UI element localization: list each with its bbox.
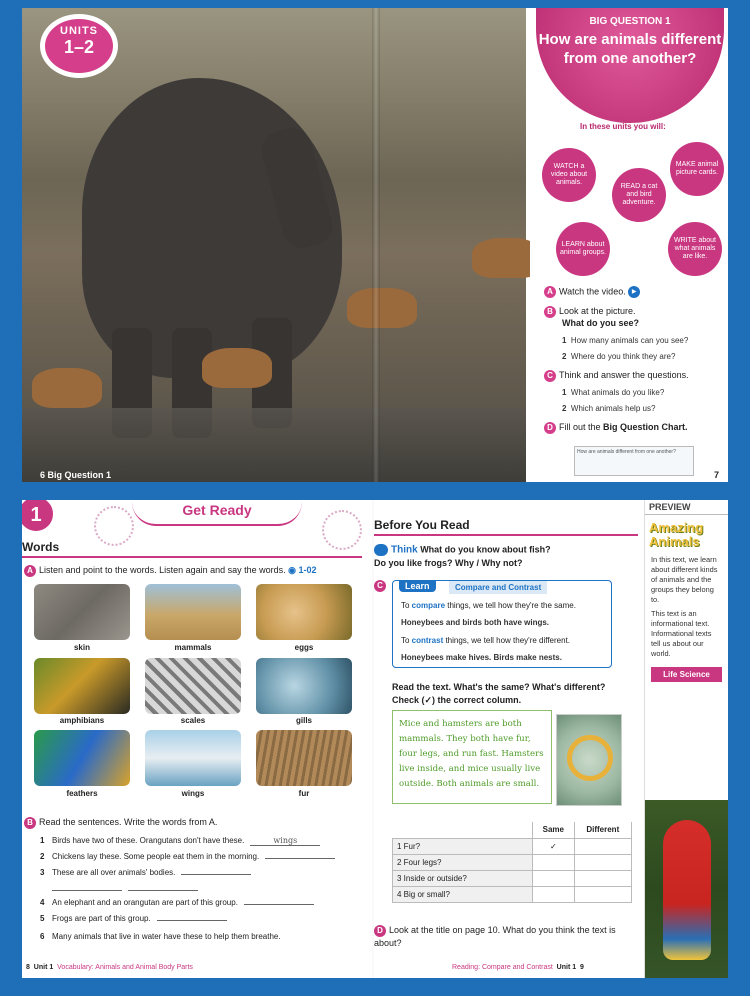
hamster-photo [556,714,622,806]
unit-number-circle: 1 [22,500,56,534]
sentence-text: An elephant and an orangutan are part of this group. [52,898,238,907]
audio-track[interactable]: ◉ 1-02 [288,565,317,575]
b-item-2: 2 Where do you think they are? [562,352,676,361]
b-item-1: 1 How many animals can you see? [562,336,689,345]
sentence-text: Many animals that live in water have these to help them breathe. [52,932,281,941]
page-number: 8 [26,964,30,971]
preview-title: Amazing Animals [649,520,704,549]
sentence-5 [40,914,227,923]
play-icon[interactable]: ▶ [628,286,640,298]
preview-label: PREVIEW [645,500,728,515]
read-instruction: Read the text. What's the same? What's different? [392,682,606,692]
task-letter: A [544,286,556,298]
different-cell[interactable] [574,838,631,854]
folio-unit: Unit 1 [556,964,577,971]
answer-blank[interactable] [181,874,251,875]
word-label: wings [181,789,205,798]
task-text: Fill out the [559,422,604,432]
task-b [544,306,639,328]
different-cell[interactable] [574,886,631,902]
compare-table [392,822,632,903]
word-image-amphibians [34,658,130,714]
units-badge [40,14,118,78]
big-question-chart-thumbnail: How are animals different from one another? [574,446,694,476]
think-word: Think [391,544,418,556]
word-image-fur [256,730,352,786]
task-a [544,286,640,298]
table-question: 2 Four legs? [393,854,533,870]
get-ready-title: Get Ready [132,502,302,526]
c-item-1: 1 What animals do you like? [562,388,665,397]
read-instruction-2: Check (✓) the correct column. [392,695,522,705]
table-corner [393,822,533,838]
bubble-make: MAKE animal picture cards. [670,142,724,196]
reading-passage: Mice and hamsters are both mammals. They both have fur, four legs, and run fast. Hamsters live inside, and mice usually live outside. Both animals are small. [392,710,552,804]
big-question-text: How are animals different from one another? [538,31,722,67]
left-folio: 6 Big Question 1 [40,470,112,480]
bubble-write: WRITE about what animals are like. [668,222,722,276]
keyword: contrast [411,636,444,645]
table-question: 3 Inside or outside? [393,870,533,886]
get-ready-spread [22,500,728,978]
word-label: mammals [174,643,212,652]
task-d [544,422,688,434]
sentence-number: 5 [40,914,45,923]
c-item-2: 2 Which animals help us? [562,404,656,413]
sentence-6 [40,932,281,941]
task-c [544,370,689,382]
answer-blank[interactable] [52,890,122,891]
b-item-text: How many animals can you see? [570,336,689,345]
instruction-d [374,924,638,949]
answer-blank[interactable] [157,920,227,921]
sentence-text: Birds have two of these. Orangutans don't have these. [52,836,245,845]
folio-topic: Vocabulary: Animals and Animal Body Parts [57,964,193,971]
bubble-learn: LEARN about animal groups. [556,222,610,276]
answer-blank[interactable] [244,904,314,905]
task-bold: Big Question Chart. [603,422,688,432]
decor-dots [94,506,134,546]
word-image-gills [256,658,352,714]
column-header: Different [574,822,631,838]
task-letter: D [544,422,556,434]
bubble-watch: WATCH a video about animals. [542,148,596,202]
sentence-1 [40,836,320,846]
c-item-text: Which animals help us? [570,404,656,413]
answer-blank[interactable]: wings [250,836,320,846]
think-prompt [374,544,551,556]
letter-b: B [24,817,36,829]
compare-example: Honeybees and birds both have wings. [401,618,550,627]
sentence-number: 4 [40,898,45,907]
sentence-number: 3 [40,868,45,877]
instruction-b-text: Read the sentences. Write the words from A. [39,817,218,827]
sentence-4 [40,898,314,907]
task-text: Watch the video. [559,286,626,297]
sentence-3-extra-blanks [52,884,198,893]
elephant-photo [22,8,526,482]
word-label: fur [298,789,310,798]
instruction-b [24,817,217,829]
different-cell[interactable] [574,870,631,886]
word-image-mammals [145,584,241,640]
word-label: skin [73,643,90,652]
page-number: 9 [580,964,584,971]
b-item-text: Where do you think they are? [570,352,676,361]
different-cell[interactable] [574,854,631,870]
right-folio-2 [452,964,584,971]
left-folio-2 [26,964,193,971]
learn-box [392,580,612,668]
audio-track-number: 1-02 [298,565,317,575]
word-image-scales [145,658,241,714]
sentence-number: 1 [40,836,45,845]
answer-blank[interactable] [265,858,335,859]
instruction-a [24,565,317,577]
sentence-number: 6 [40,932,45,941]
table-header-row [393,822,632,838]
word-image-wings [145,730,241,786]
preview-sidebar [644,500,728,978]
learn-tab: Learn [399,580,436,592]
letter-d: D [374,925,386,937]
big-question-panel [530,8,728,482]
instruction-c-letter [374,580,389,592]
folio-topic: Reading: Compare and Contrast [452,964,553,971]
units-intro: In these units you will: [580,122,666,131]
task-text: Think and answer the questions. [559,370,689,380]
word-label: eggs [294,643,314,652]
compare-definition [401,601,576,610]
sentence-text: Frogs are part of this group. [52,914,151,923]
contrast-example: Honeybees make hives. Birds make nests. [401,653,562,662]
table-row [393,886,632,902]
definition-text: things, we tell how they're the same. [445,601,576,610]
section-rule [22,556,362,558]
definition-text: To [401,601,412,610]
book-gutter [372,8,380,482]
sentence-number: 2 [40,852,45,861]
section-rule [374,534,638,536]
impala-figure [202,348,272,388]
answer-blank[interactable] [128,890,198,891]
big-question-header [536,8,724,123]
word-label: scales [180,716,206,725]
bubble-read: READ a cat and bird adventure. [612,168,666,222]
definition-text: things, we tell how they're different. [443,636,571,645]
task-letter: C [544,370,556,382]
task-subtext: What do you see? [562,318,640,328]
word-image-skin [34,584,130,640]
letter-c: C [374,580,386,592]
same-cell[interactable] [533,870,575,886]
sentence-text: Chickens lay these. Some people eat them in the morning. [52,852,260,861]
table-row [393,870,632,886]
impala-figure [347,288,417,328]
think-subtext: Do you like frogs? Why / Why not? [374,558,523,568]
table-row [393,838,632,854]
folio-unit: Unit 1 [33,964,54,971]
table-question: 4 Big or small? [393,886,533,902]
instruction-d-text: Look at the title on page 10. What do you think the text is about? [374,925,616,948]
word-label: feathers [66,789,98,798]
c-item-text: What animals do you like? [570,388,665,397]
think-bubble-icon [374,544,388,556]
big-question-label: BIG QUESTION 1 [589,16,671,27]
instruction-a-text: Listen and point to the words. Listen again and say the words. [39,565,286,575]
preview-text-1: In this text, we learn about different kinds of animals and the groups they belong to. [651,555,718,604]
parrot-photo [645,800,728,978]
right-page [374,500,728,978]
right-folio: 7 [714,470,720,480]
think-text: What do you know about fish? [420,544,551,555]
sentence-text: These are all over animals' bodies. [52,868,176,877]
word-label: amphibians [59,716,105,725]
column-header: Same [533,822,575,838]
units-label: UNITS [60,25,98,37]
same-cell[interactable] [533,854,575,870]
word-image-feathers [34,730,130,786]
word-label: gills [295,716,312,725]
compare-contrast-tab: Compare and Contrast [449,581,547,594]
hamster-wheel [567,735,613,781]
big-question-spread [22,8,728,482]
words-title: Words [22,540,60,554]
same-cell[interactable]: ✓ [533,838,575,854]
task-text: Look at the picture. [559,306,636,316]
left-page [22,500,372,978]
before-you-read-title: Before You Read [374,518,470,532]
contrast-definition [401,636,570,645]
units-number: 1–2 [63,37,95,57]
same-cell[interactable] [533,886,575,902]
letter-a: A [24,565,36,577]
keyword: compare [411,601,446,610]
preview-text-2: This text is an informational text. Informational texts tell us about our world. [651,609,712,658]
impala-figure [32,368,102,408]
word-image-eggs [256,584,352,640]
decor-dots [322,510,362,550]
parrot-figure [663,820,711,960]
definition-text: To [401,636,412,645]
subject-badge: Life Science [651,667,722,682]
table-question: 1 Fur? [393,838,533,854]
sentence-2 [40,852,335,861]
sentence-3 [40,868,251,877]
table-row [393,854,632,870]
task-letter: B [544,306,556,318]
